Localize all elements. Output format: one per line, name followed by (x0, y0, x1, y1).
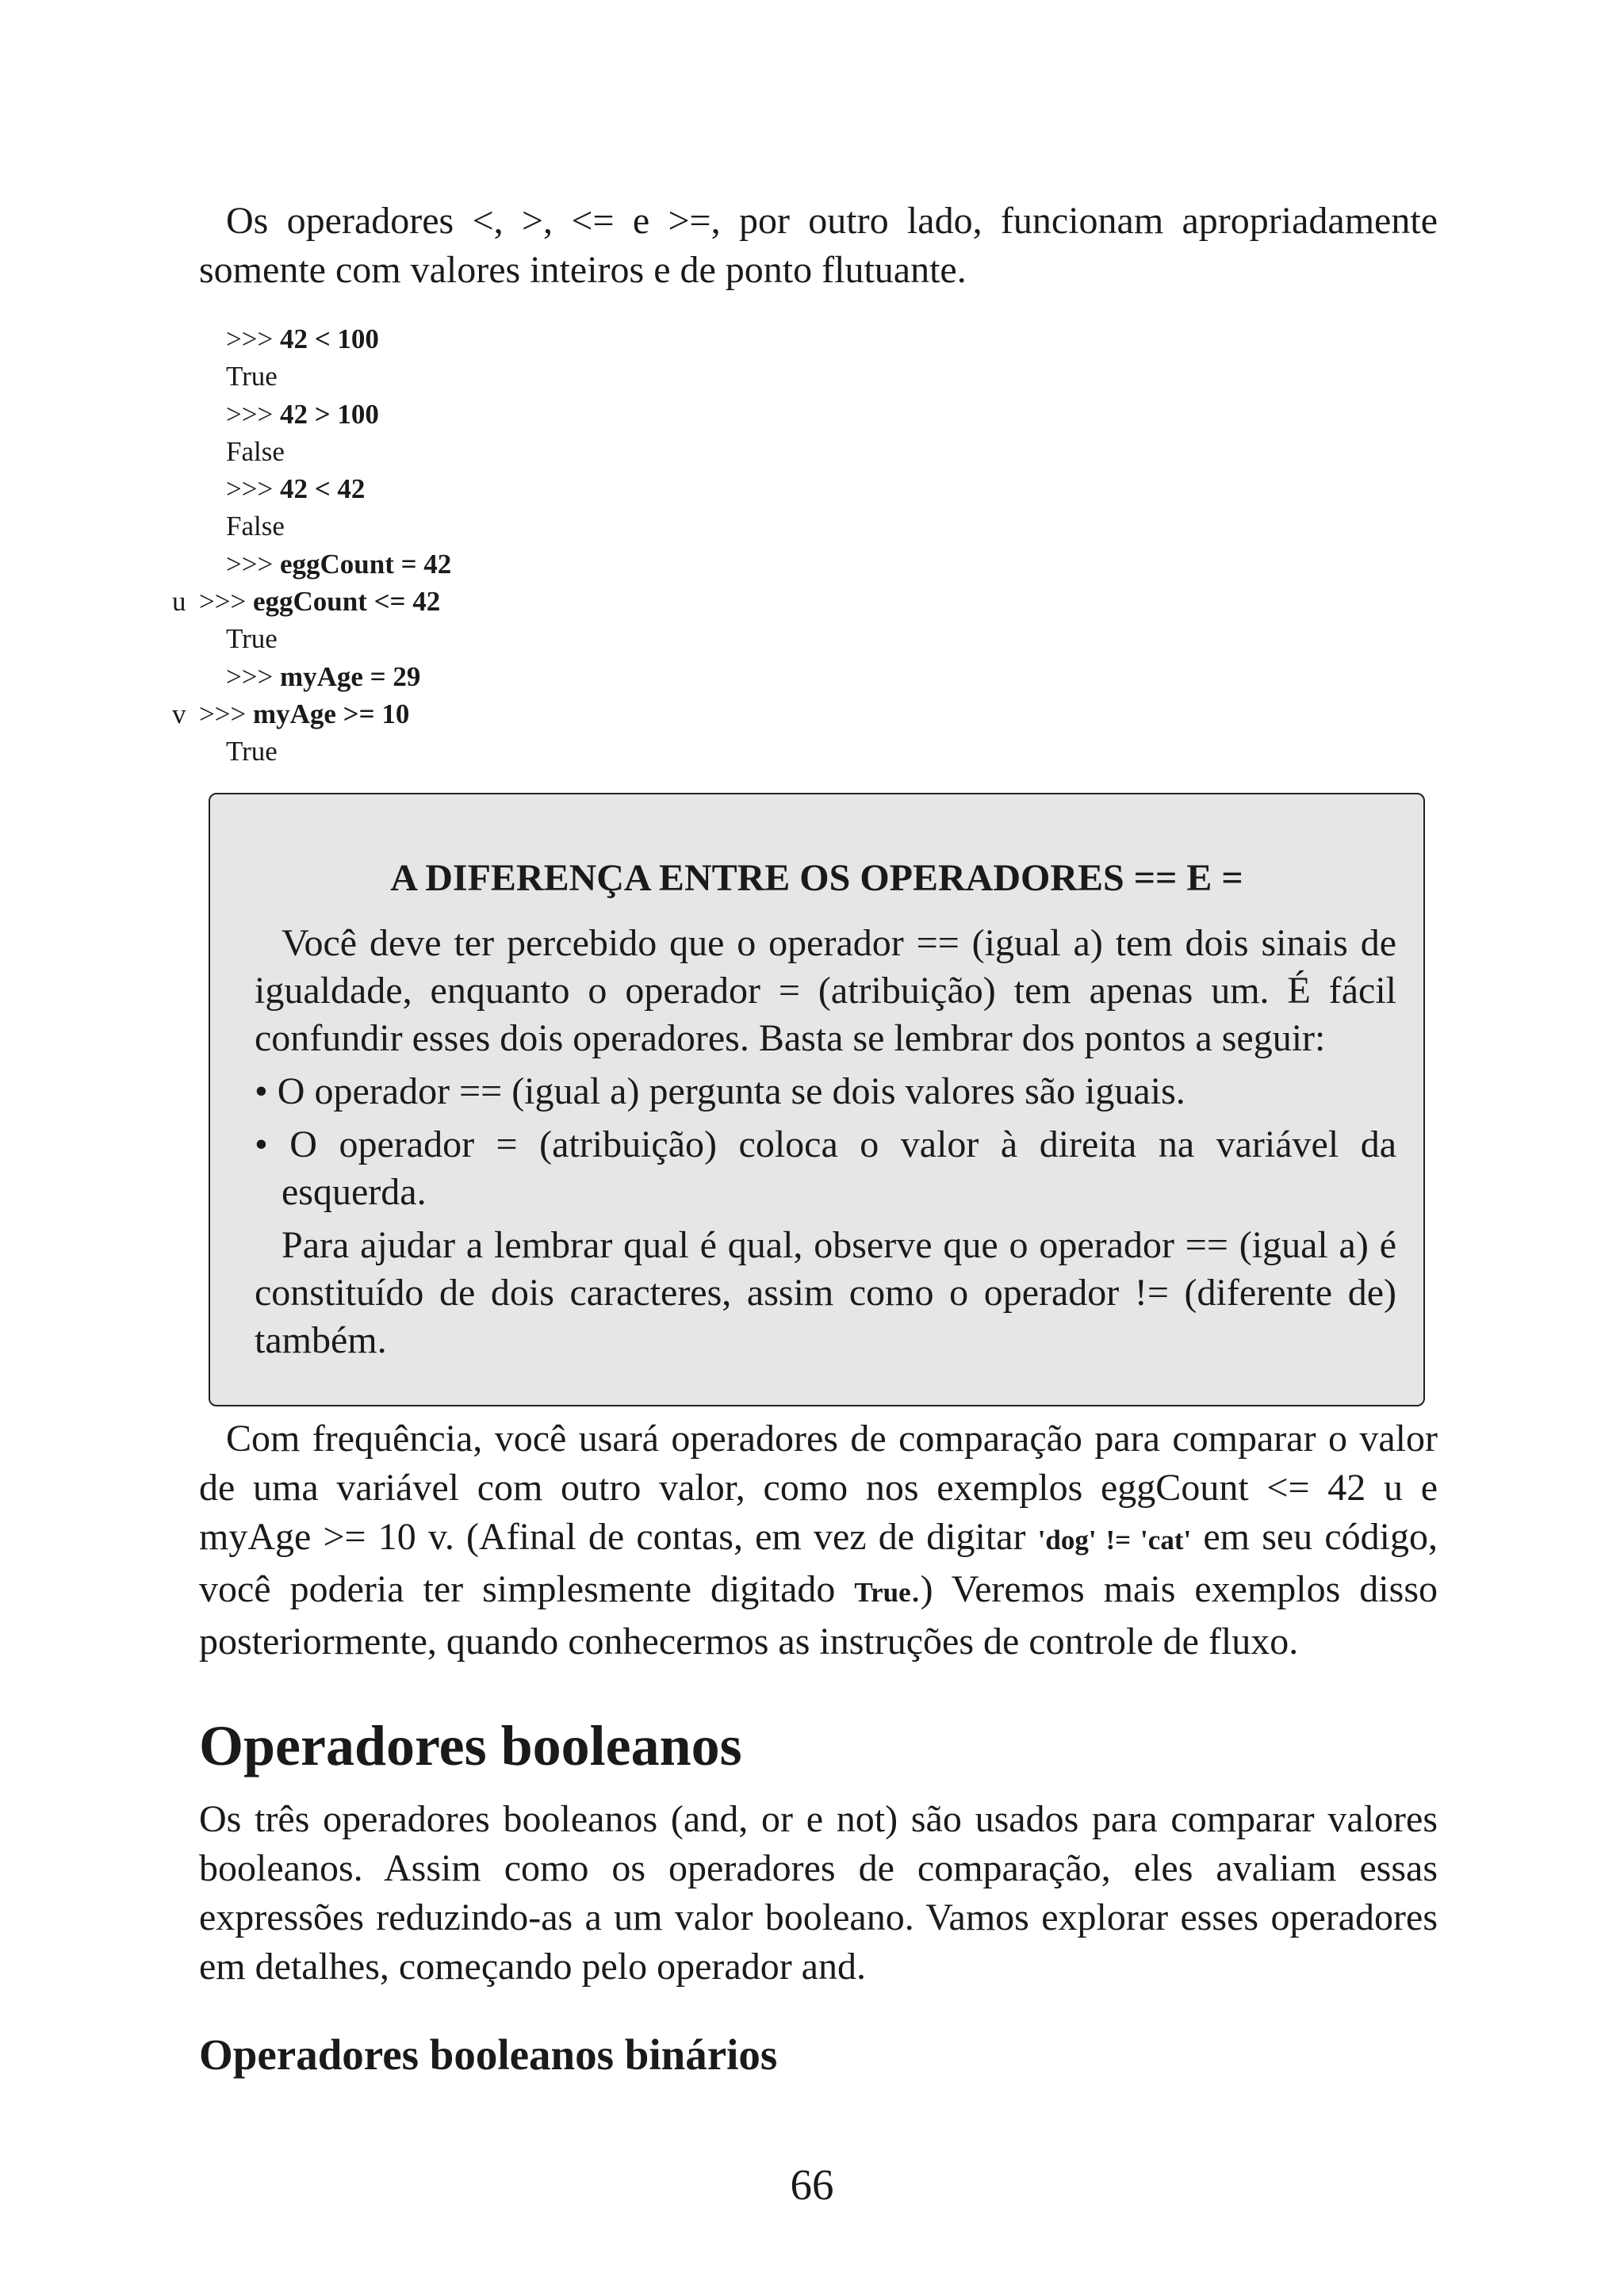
note-box-title: A DIFERENÇA ENTRE OS OPERADORES == E = (390, 857, 1243, 899)
note-paragraph: Para ajudar a lembrar qual é qual, observe que o operador == (igual a) é constituído de dois caracteres, assim como o operador != (diferente de) também. (255, 1224, 1396, 1361)
section-heading: Operadores booleanos (199, 1714, 742, 1777)
code-prompt: >>> (199, 586, 253, 618)
note-box (209, 793, 1425, 1406)
code-prompt: >>> (226, 398, 280, 430)
code-marker (199, 396, 226, 433)
code-marker (199, 470, 226, 507)
code-prompt: >>> (226, 660, 280, 692)
code-input: myAge = 29 (279, 660, 421, 692)
note-paragraph: Você deve ter percebido que o operador == (igual a) tem dois sinais de igualdade, enquanto o operador = (atribuição) tem apenas um. É fácil confundir esses dois operadores. Basta se lembrar dos pontos a seguir: (255, 922, 1396, 1059)
subsection-heading: Operadores booleanos binários (199, 2030, 778, 2079)
code-output: False (226, 511, 285, 542)
code-output: True (226, 623, 278, 655)
code-marker: v (172, 698, 193, 729)
code-marker (199, 620, 226, 657)
code-marker: u (172, 586, 193, 618)
intro-paragraph: Os operadores <, >, <= e >=, por outro lado, funcionam apropriadamente somente com valores inteiros e de ponto flutuante. (199, 200, 1438, 291)
code-line (199, 733, 451, 770)
code-line (199, 433, 451, 470)
code-line (199, 358, 451, 395)
code-line (172, 583, 451, 620)
code-input: myAge >= 10 (252, 698, 410, 729)
code-prompt: >>> (226, 323, 280, 354)
code-input: 42 < 100 (279, 323, 379, 354)
code-marker (199, 320, 226, 358)
code-marker (199, 733, 226, 770)
page-number: 66 (790, 2160, 834, 2209)
note-bullet: • O operador = (atribuição) coloca o valor à direita na variável da esquerda. (255, 1123, 1396, 1213)
text-run: .) Veremos mais exemplos disso posteriormente, quando conhecermos as instruções de controle de fluxo. (199, 1568, 1438, 1663)
comparison-paragraph (199, 1414, 1438, 1667)
code-line (172, 695, 451, 733)
inline-code: 'dog' != 'cat' (1037, 1525, 1192, 1556)
inline-code: True (854, 1577, 911, 1608)
code-line (199, 396, 451, 433)
code-marker (199, 433, 226, 470)
code-marker (199, 658, 226, 695)
code-output: False (226, 435, 285, 467)
code-input: 42 > 100 (279, 398, 379, 430)
code-line (199, 470, 451, 507)
code-input: 42 < 42 (279, 473, 366, 505)
note-bullet: • O operador == (igual a) pergunta se dois valores são iguais. (255, 1070, 1185, 1112)
code-input: eggCount = 42 (279, 548, 452, 580)
code-line (199, 658, 451, 695)
code-line (199, 507, 451, 545)
note-box-body (255, 920, 1396, 1364)
text-run: Com frequência, você usará operadores de comparação para comparar o valor de uma variável com outro valor, como nos exemplos eggCount <= 42 u e myAge >= 10 v. (Afinal de contas, em vez de digitar (199, 1418, 1438, 1558)
code-line (199, 545, 451, 583)
code-prompt: >>> (226, 548, 280, 580)
code-line (199, 320, 451, 358)
code-marker (199, 545, 226, 583)
code-line (199, 620, 451, 657)
code-listing (172, 320, 452, 771)
code-prompt: >>> (199, 698, 253, 729)
code-marker (199, 507, 226, 545)
code-output: True (226, 736, 278, 767)
code-input: eggCount <= 42 (252, 586, 441, 618)
code-marker (199, 358, 226, 395)
boolean-intro-paragraph: Os três operadores booleanos (and, or e not) são usados para comparar valores booleanos. Assim como os operadores de comparação, eles avaliam essas expressões reduzindo-as a um valor booleano. Vamos explorar esses operadores em detalhes, começando pelo operador and. (199, 1798, 1438, 1988)
code-output: True (226, 361, 278, 392)
code-prompt: >>> (226, 473, 280, 505)
text-run: em seu código, você poderia ter simplesmente digitado (199, 1516, 1438, 1610)
